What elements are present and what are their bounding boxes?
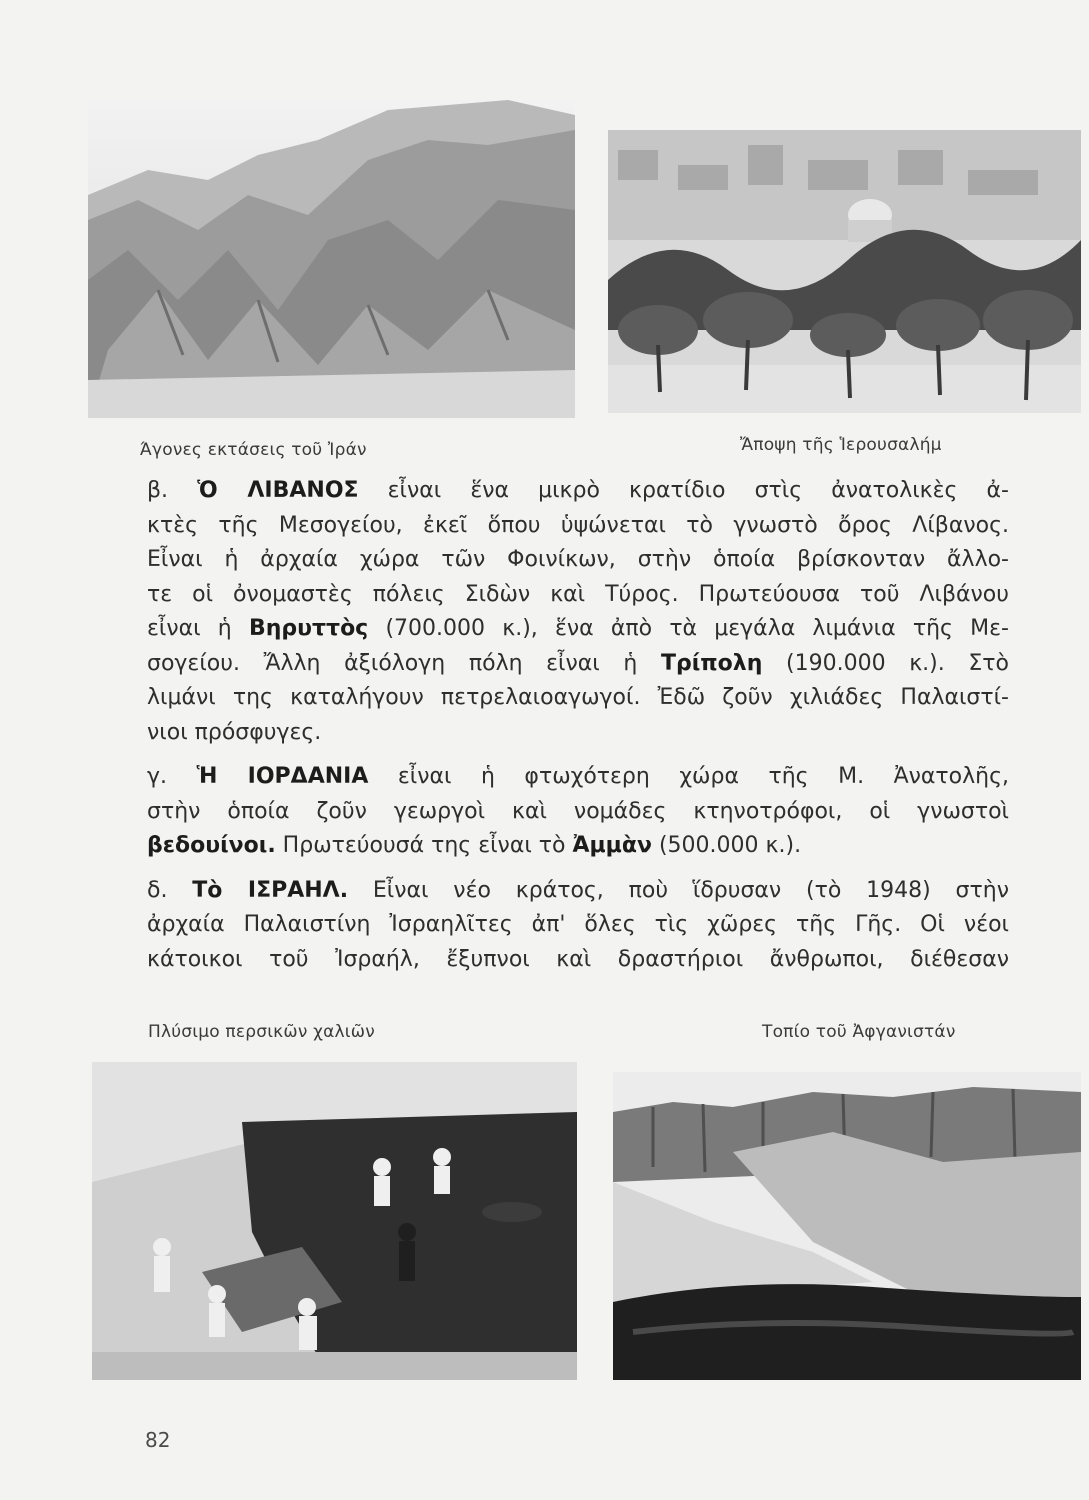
israel-line-2: ἀρχαία Παλαιστίνη Ἰσραηλῖτες ἀπ' ὅλες τὶς χῶρες τῆς Γῆς. Οἱ νέοι [147,912,1009,937]
israel-marker: δ. [147,877,193,903]
photo-carpet-washing [92,1062,577,1380]
jerusalem-illustration [608,130,1081,413]
bedouins-term: βεδουίνοι. [147,833,276,858]
jordan-heading: Ἡ ΙΟΡΔΑΝΙΑ [196,764,369,789]
beirut-term: Βηρυττὸς [248,616,369,641]
amman-term: Ἀμμὰν [572,833,652,858]
caption-carpet-washing: Πλύσιμο περσικῶν χαλιῶν [148,1022,375,1042]
jordan-marker: γ. [147,764,197,789]
carpet-washing-illustration [92,1062,577,1380]
jordan-line-2: στὴν ὁποία ζοῦν γεωργοὶ καὶ νομάδες κτηνοτρόφοι, οἱ γνωστοὶ [147,798,1009,824]
lebanon-line-4: τε οἱ ὀνομαστὲς πόλεις Σιδὼν καὶ Τύρος. Πρωτεύουσα τοῦ Λιβάνου [147,581,1009,607]
paragraph-israel [147,874,1009,978]
afghanistan-illustration [613,1072,1081,1380]
lebanon-line-8: νιοι πρόσφυγες. [147,719,322,745]
photo-afghanistan-landscape [613,1072,1081,1380]
lebanon-line-6c: (190.000 κ.). Στὸ [762,650,1009,676]
lebanon-marker: β. [147,478,198,503]
lebanon-line-6a: σογείου. Ἄλλη ἀξιόλογη πόλη εἶναι ἡ [147,650,661,676]
jordan-line-1: εἶναι ἡ φτωχότερη χώρα τῆς Μ. Ἀνατολῆς, [368,764,1010,789]
lebanon-line-5c: (700.000 κ.), ἕνα ἀπὸ τὰ μεγάλα λιμάνια τῆς Με- [368,616,1009,641]
lebanon-line-2: κτὲς τῆς Μεσογείου, ἐκεῖ ὅπου ὑψώνεται τὸ γνωστὸ ὄρος Λίβανος. [147,512,1009,538]
israel-line-3: κάτοικοι τοῦ Ἰσραήλ, ἔξυπνοι καὶ δραστήριοι ἄνθρωποι, διέθεσαν [147,946,1009,972]
paragraph-jordan [147,760,1009,864]
lebanon-line-1: εἶναι ἕνα μικρὸ κρατίδιο στὶς ἀνατολικὲς ἀ- [358,478,1009,503]
caption-iran: Άγονες εκτάσεις τοῦ Ἰράν [140,440,367,460]
israel-line-1: Εἶναι νέο κράτος, ποὺ ἵδρυσαν (τὸ 1948) στὴν [348,877,1009,903]
israel-heading: Τὸ ΙΣΡΑΗΛ. [192,877,349,903]
lebanon-line-3: Εἶναι ἡ ἀρχαία χώρα τῶν Φοινίκων, στὴν ὁποία βρίσκονταν ἄλλο- [147,547,1009,572]
caption-jerusalem: Ἄποψη τῆς Ἱερουσαλήμ [740,435,942,455]
lebanon-heading: Ὁ ΛΙΒΑΝΟΣ [197,478,359,503]
page-number: 82 [145,1428,171,1452]
tripoli-term: Τρίπολη [660,650,763,676]
caption-afghanistan: Τοπίο τοῦ Ἀφγανιστάν [762,1022,956,1042]
paragraph-lebanon [147,474,1009,750]
jordan-line-3b: Πρωτεύουσά της εἶναι τὸ [275,833,573,858]
photo-jerusalem-view [608,130,1081,413]
photo-iran-mountains [88,100,575,418]
lebanon-line-7: λιμάνι της καταλήγουν πετρελαιοαγωγοί. Ἐδῶ ζοῦν χιλιάδες Παλαιστί- [147,685,1009,710]
body-text [147,474,1009,977]
mountains-illustration [88,100,575,418]
jordan-line-3d: (500.000 κ.). [651,833,802,858]
lebanon-line-5a: εἶναι ἡ [147,616,249,641]
